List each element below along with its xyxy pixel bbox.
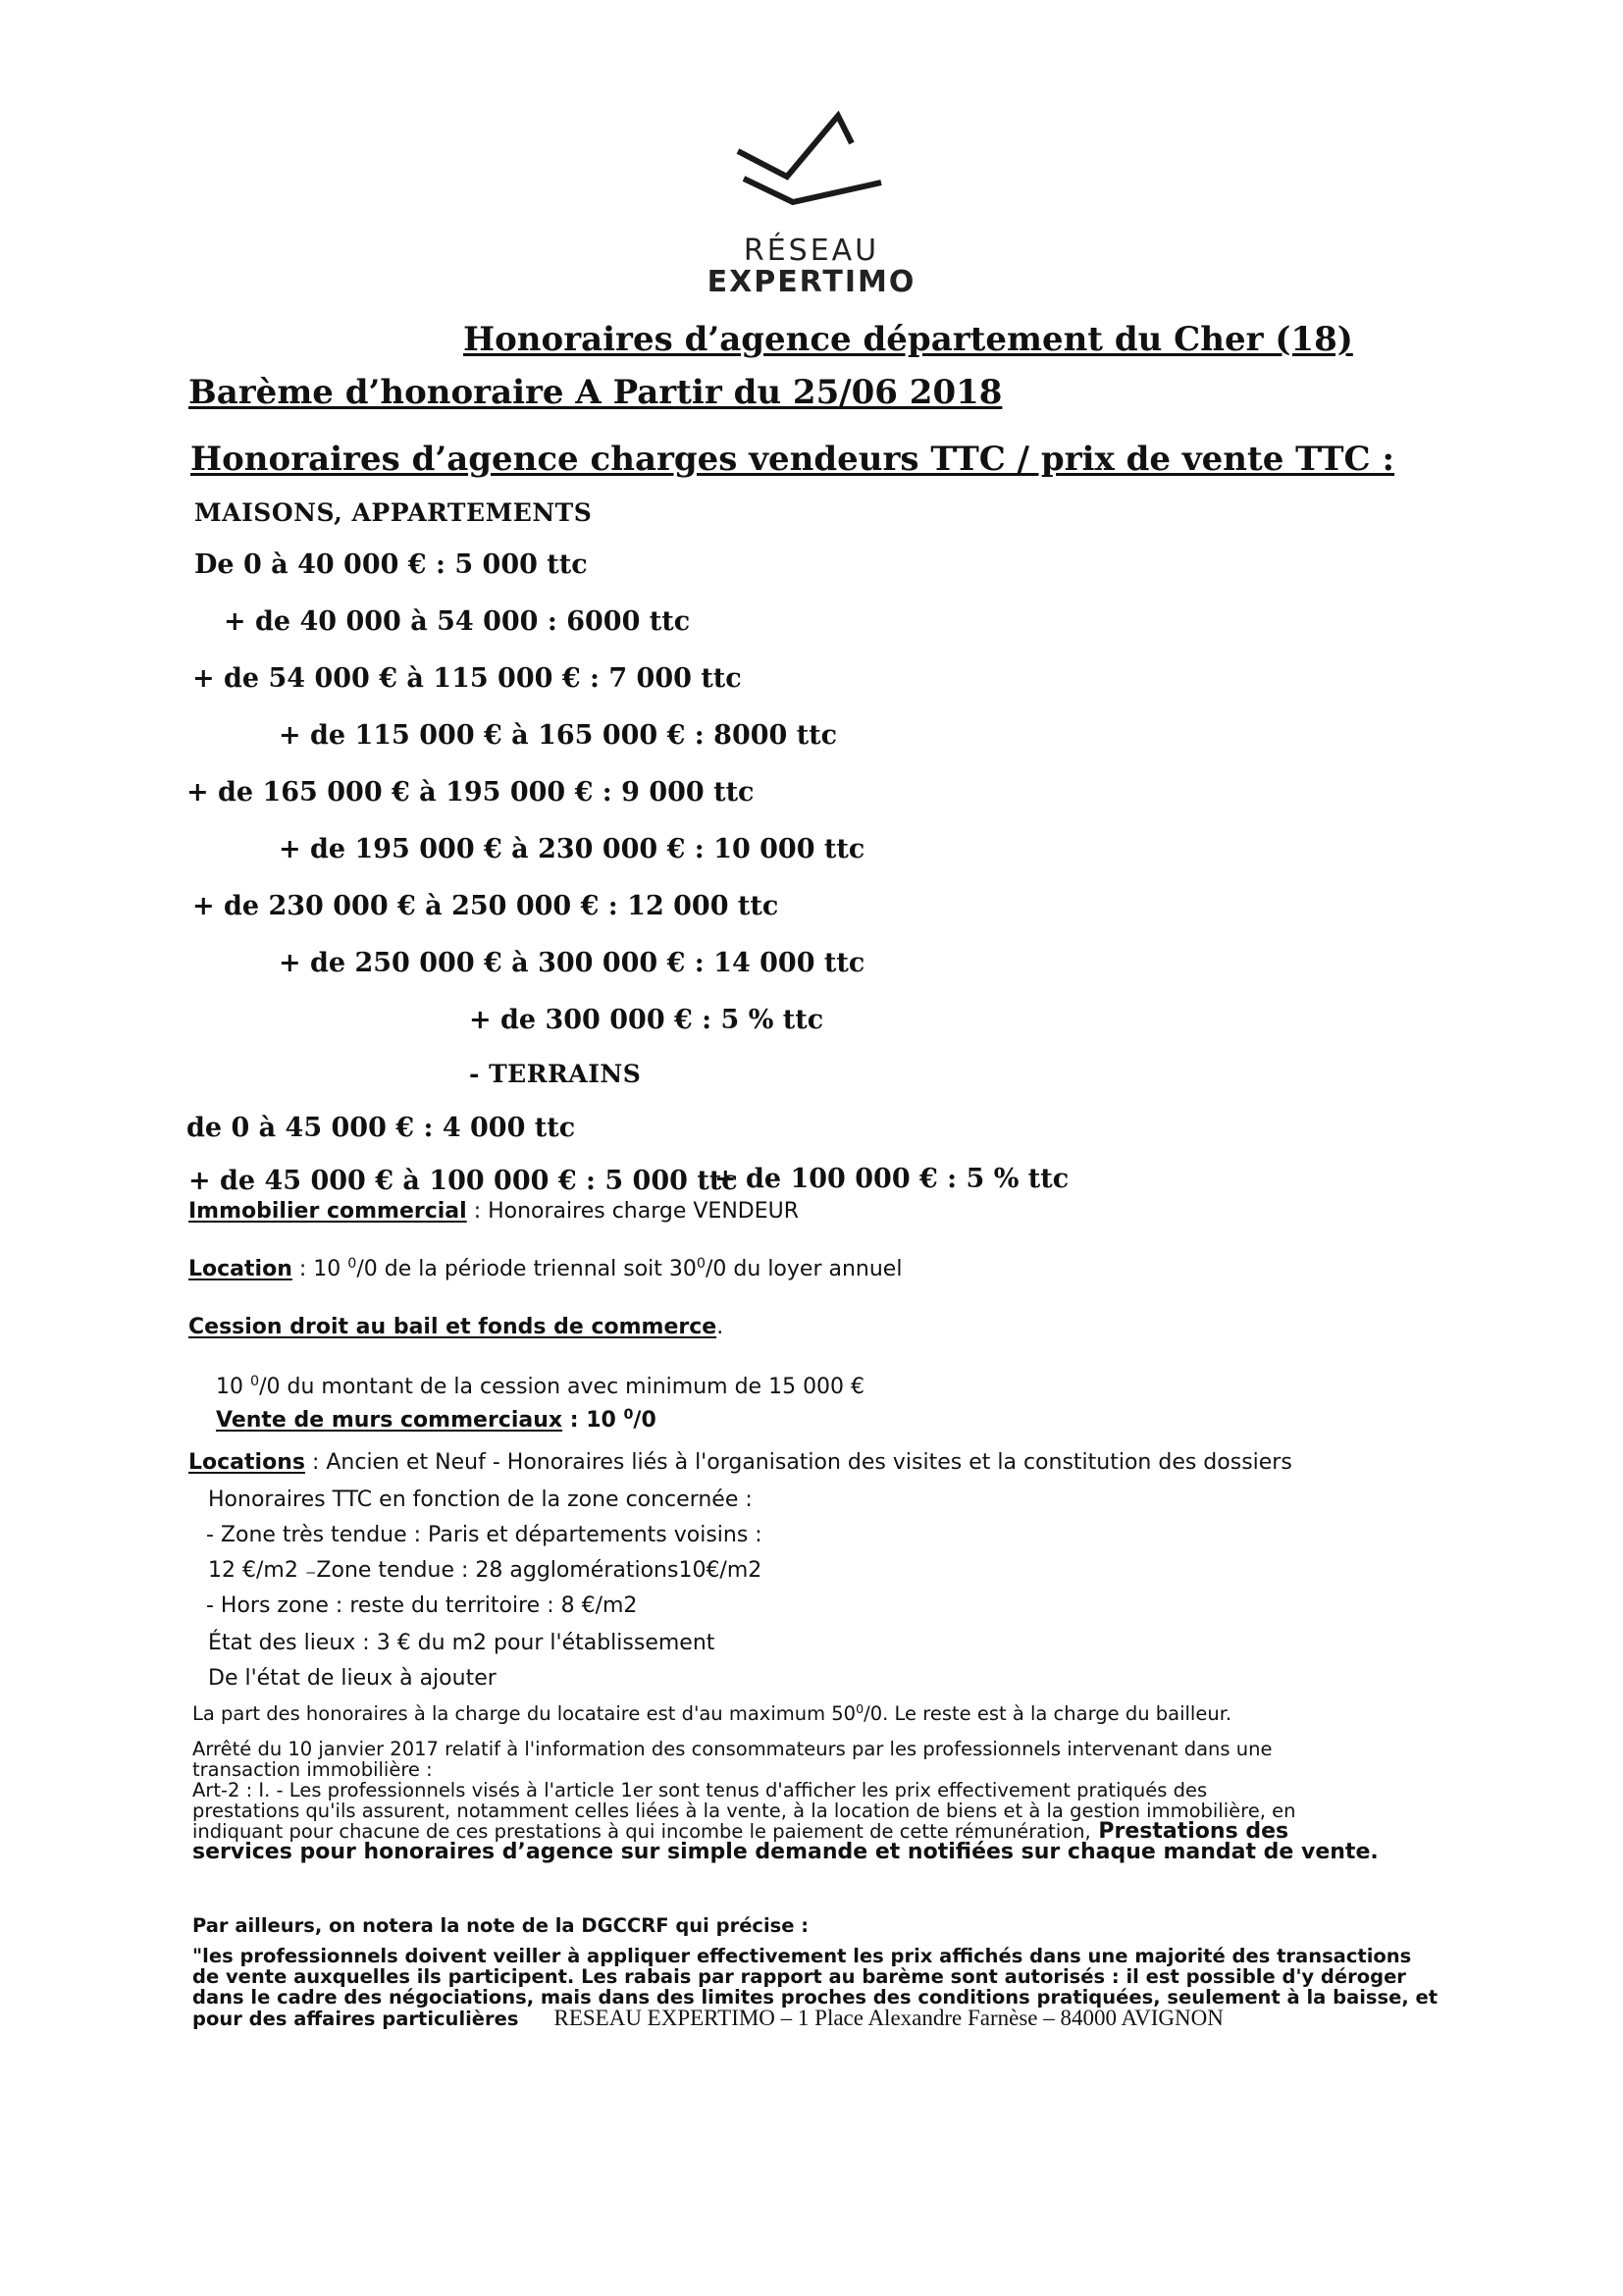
percent-sup: 0	[856, 1701, 864, 1716]
land-heading: - TERRAINS	[469, 1060, 642, 1088]
percent-sup: 0	[347, 1256, 357, 1272]
dgccrf-line: Par ailleurs, on notera la note de la DGCCRF qui précise :	[192, 1914, 810, 1937]
rentals-line: - Hors zone : reste du territoire : 8 €/m2	[206, 1593, 638, 1618]
brand-name-line1: RÉSEAU	[743, 234, 880, 268]
fee-row: + de 300 000 € : 5 % ttc	[469, 1005, 824, 1035]
rentals-line: État des lieux : 3 € du m2 pour l'établissement	[208, 1631, 715, 1655]
fee-row: De 0 à 40 000 € : 5 000 ttc	[194, 549, 588, 580]
dgccrf-line	[192, 2008, 1438, 2029]
rentals-intro	[188, 1450, 1292, 1475]
land-fee-row: + de 45 000 € à 100 000 € : 5 000 ttc	[188, 1166, 738, 1196]
rentals-line: De l'état de lieux à ajouter	[208, 1666, 497, 1691]
legal-line	[192, 1821, 1379, 1842]
cession-detail-text: /0 du montant de la cession avec minimum de 15 000 €	[259, 1374, 865, 1399]
legal-emphasis: Prestations des	[1090, 1819, 1289, 1844]
land-fee-row: + de 100 000 € : 5 % ttc	[714, 1164, 1070, 1194]
dgccrf-paragraph	[192, 1915, 1438, 2029]
expertimo-logo-icon	[726, 106, 893, 212]
houses-heading: MAISONS, APPARTEMENTS	[194, 498, 593, 527]
dgccrf-line: dans le cadre des négociations, mais dans des limites proches des conditions pratiquées, seulement à la baisse, et	[192, 1986, 1439, 2009]
legal-line: Art-2 : I. - Les professionnels visés à l'article 1er sont tenus d'afficher les prix effectivement pratiqués des	[192, 1779, 1208, 1801]
cession-line	[188, 1315, 723, 1339]
rentals-line: Honoraires TTC en fonction de la zone concernée :	[208, 1487, 753, 1512]
percent-sup: 0	[623, 1407, 634, 1423]
fee-row: + de 115 000 € à 165 000 € : 8000 ttc	[279, 720, 838, 751]
murs-line	[216, 1407, 656, 1433]
dgccrf-line: de vente auxquelles ils participent. Les rabais par rapport au barème sont autorisés : il est possible d'y déroger	[192, 1965, 1406, 1988]
dgccrf-line: "les professionnels doivent veiller à appliquer effectivement les prix affichés dans une majorité des transactions	[192, 1945, 1412, 1967]
main-title: Honoraires d’agence département du Cher (18)	[463, 320, 1353, 359]
legal-emphasis: services pour honoraires d’agence sur simple demande et notifiées sur chaque mandat de vente.	[192, 1840, 1379, 1864]
location-line	[188, 1256, 902, 1281]
murs-label: Vente de murs commerciaux	[216, 1407, 563, 1433]
percent-sup: 0	[250, 1374, 260, 1389]
location-text: : 10	[291, 1256, 348, 1281]
fee-row: + de 230 000 € à 250 000 € : 12 000 ttc	[192, 891, 779, 921]
legal-line: prestations qu'ils assurent, notamment celles liées à la vente, à la location de biens et à la gestion immobilière, en	[192, 1800, 1296, 1822]
legal-text: indiquant pour chacune de ces prestations à qui incombe le paiement de cette rémunération,	[192, 1820, 1091, 1843]
fee-row: + de 250 000 € à 300 000 € : 14 000 ttc	[279, 948, 865, 978]
tenant-share-note	[192, 1701, 1231, 1725]
fee-row: + de 54 000 € à 115 000 € : 7 000 ttc	[192, 663, 742, 694]
cession-detail	[216, 1374, 864, 1399]
cession-dot: .	[716, 1315, 724, 1339]
murs-text: /0	[633, 1407, 656, 1433]
commercial-label: Immobilier commercial	[188, 1199, 467, 1224]
rentals-label: Locations	[188, 1450, 305, 1475]
brand-name-line2: EXPERTIMO	[707, 265, 916, 299]
bareme-title: Barème d’honoraire A Partir du 25/06 2018	[188, 373, 1003, 412]
tenant-share-text: La part des honoraires à la charge du locataire est d'au maximum 50	[192, 1701, 857, 1725]
legal-line: Arrêté du 10 janvier 2017 relatif à l'information des consommateurs par les professionnels intervenant dans une	[192, 1738, 1273, 1760]
tenant-share-text: /0. Le reste est à la charge du bailleur.	[864, 1701, 1232, 1725]
cession-label: Cession droit au bail et fonds de commerce	[188, 1315, 717, 1339]
land-fee-row: de 0 à 45 000 € : 4 000 ttc	[186, 1113, 576, 1143]
murs-text: : 10	[562, 1407, 624, 1433]
legal-line: transaction immobilière :	[192, 1758, 433, 1781]
location-text: /0 du loyer annuel	[706, 1256, 903, 1281]
legal-paragraph	[192, 1739, 1379, 1862]
rentals-line: 12 €/m2 ₋Zone tendue : 28 agglomérations10€/m2	[208, 1558, 762, 1583]
fee-row: + de 40 000 à 54 000 : 6000 ttc	[224, 606, 691, 637]
sellers-fees-title: Honoraires d’agence charges vendeurs TTC / prix de vente TTC :	[190, 440, 1395, 479]
rentals-intro-text: : Ancien et Neuf - Honoraires liés à l'organisation des visites et la constitution des dossiers	[304, 1450, 1292, 1475]
agency-address: RESEAU EXPERTIMO – 1 Place Alexandre Farnèse – 84000 AVIGNON	[553, 2006, 1224, 2030]
cession-detail-text: 10	[216, 1374, 250, 1399]
location-label: Location	[188, 1256, 292, 1281]
commercial-text: : Honoraires charge VENDEUR	[466, 1199, 800, 1224]
fee-row: + de 165 000 € à 195 000 € : 9 000 ttc	[186, 777, 755, 808]
location-text: /0 de la période triennal soit 30	[356, 1256, 697, 1281]
commercial-line	[188, 1199, 799, 1224]
rentals-line: - Zone très tendue : Paris et départements voisins :	[206, 1523, 762, 1547]
dgccrf-text: pour des affaires particulières	[192, 2008, 519, 2030]
fee-row: + de 195 000 € à 230 000 € : 10 000 ttc	[279, 834, 865, 864]
percent-sup: 0	[696, 1256, 707, 1272]
